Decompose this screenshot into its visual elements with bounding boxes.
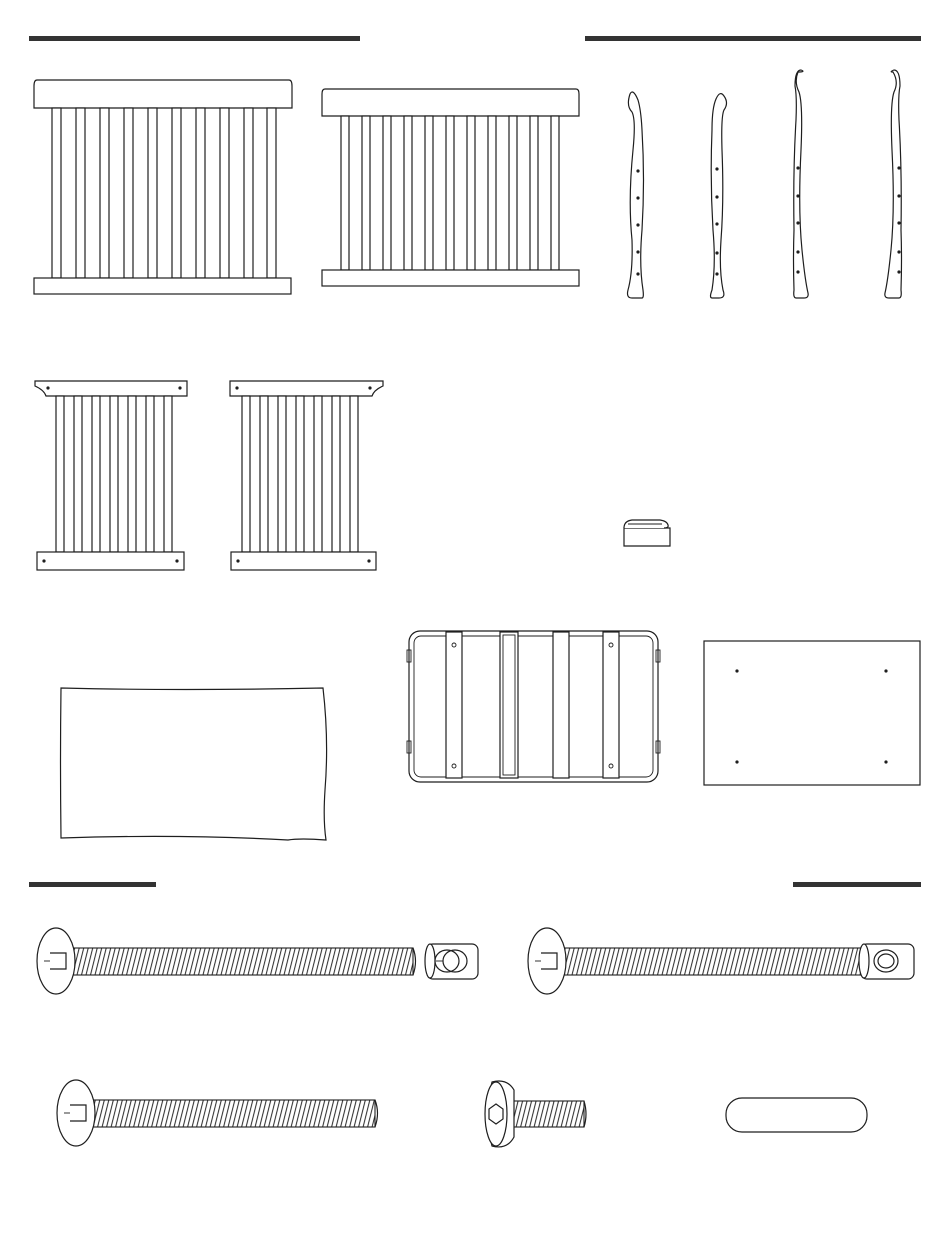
mattress-support	[407, 631, 660, 782]
crib-end-panel-right	[322, 89, 579, 286]
crib-legs	[628, 70, 902, 298]
long-bolt-2	[528, 928, 907, 994]
spacer	[726, 1098, 867, 1132]
leg-2	[711, 94, 727, 298]
side-rail-right	[230, 381, 383, 570]
leg-4	[885, 70, 902, 298]
divider-hardware-left	[29, 882, 156, 887]
crib-end-panel-left	[34, 80, 292, 294]
hex-screw	[485, 1081, 586, 1147]
medium-bolt	[57, 1080, 378, 1146]
wood-block	[624, 520, 670, 546]
mattress-board	[61, 688, 327, 840]
bottom-panel	[704, 641, 920, 785]
divider-top-right	[585, 36, 921, 41]
leg-1	[628, 92, 644, 298]
barrel-nut-1	[425, 944, 478, 979]
long-bolt-1	[37, 928, 416, 994]
leg-3	[794, 70, 809, 298]
divider-hardware-right	[793, 882, 921, 887]
divider-top-left	[29, 36, 360, 41]
side-rail-left	[35, 381, 187, 570]
barrel-nut-2	[859, 944, 914, 979]
